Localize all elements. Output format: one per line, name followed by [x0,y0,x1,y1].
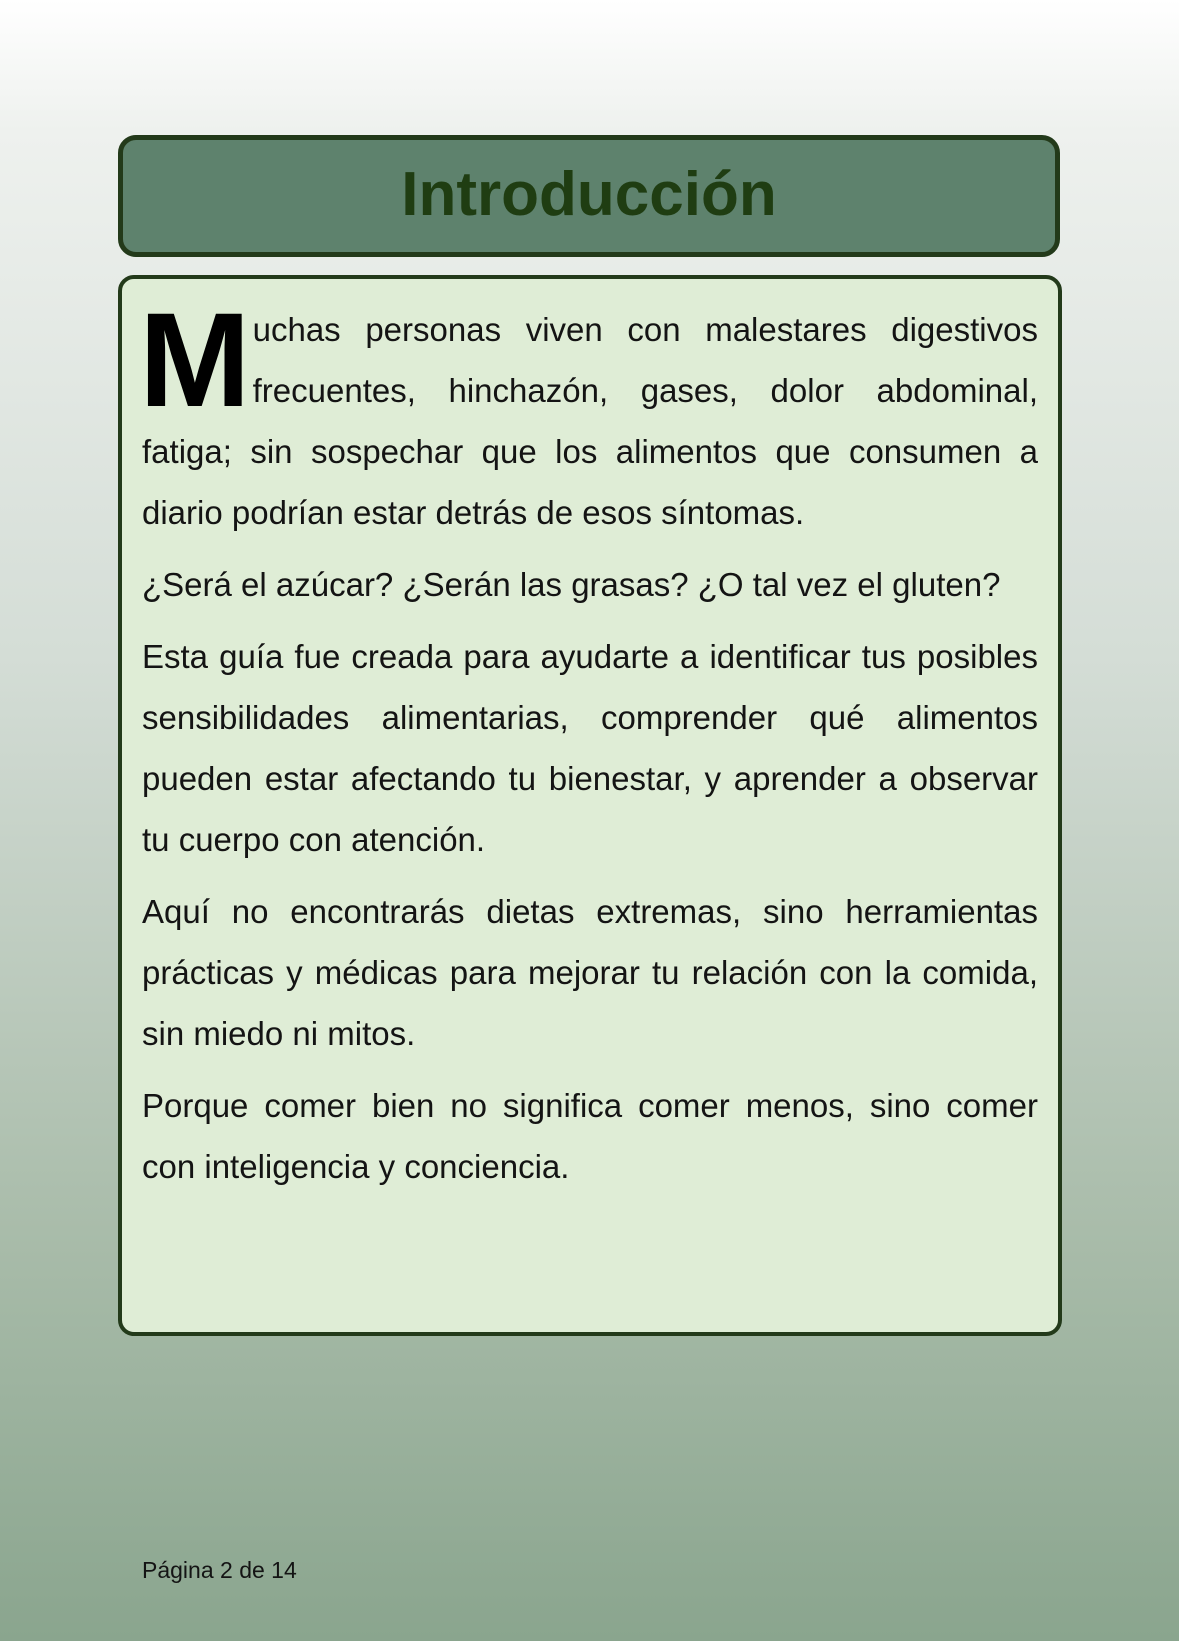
paragraph-3: Esta guía fue creada para ayudarte a identificar tus posibles sensibilidades alimentarias, comprender qué alimentos pueden estar afectando tu bienestar, y aprender a observar tu cuerpo con atención. [142,638,1038,858]
page-number: Página 2 de 14 [142,1557,297,1583]
content-panel [118,275,1062,1336]
paragraph-1 [139,286,1038,543]
paragraph-1-text: uchas personas viven con malestares digestivos frecuentes, hinchazón, gases, dolor abdominal, fatiga; sin sospechar que los alimentos que consumen a diario podrían estar detrás de esos síntomas. [142,311,1038,531]
page-title: Introducción [401,159,777,229]
paragraph-5: Porque comer bien no significa comer menos, sino comer con inteligencia y conciencia. [142,1087,1038,1185]
drop-cap: M [139,286,251,435]
title-banner [118,135,1060,257]
paragraph-2: ¿Será el azúcar? ¿Serán las grasas? ¿O tal vez el gluten? [142,566,1001,603]
paragraph-4: Aquí no encontrarás dietas extremas, sino herramientas prácticas y médicas para mejorar tu relación con la comida, sin miedo ni mitos. [142,893,1038,1052]
